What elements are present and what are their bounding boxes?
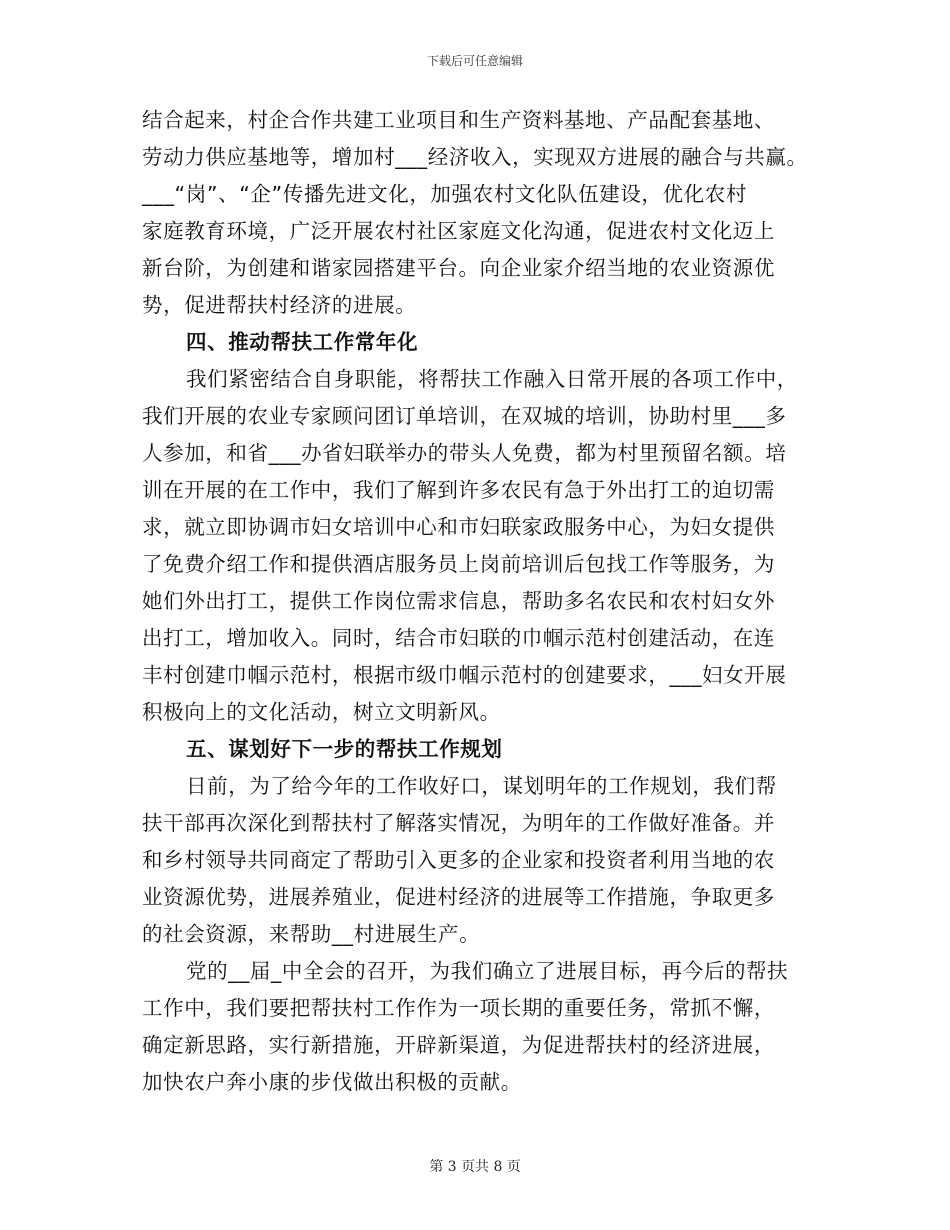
text-line: 势，促进帮扶村经济的进展。: [142, 293, 417, 317]
text-line: 我们紧密结合自身职能，将帮扶工作融入日常开展的各项工作中，: [186, 367, 798, 391]
text-line: 求，就立即协调市妇女培训中心和市妇联家政服务中心，为妇女提供: [142, 515, 775, 539]
text-line: 党的__届_中全会的召开，为我们确立了进展目标，再今后的帮扶: [186, 959, 789, 983]
text-line: 劳动力供应基地等，增加村___经济收入，实现双方进展的融合与共赢。: [142, 145, 808, 169]
text-line: 和乡村领导共同商定了帮助引入更多的企业家和投资者利用当地的农: [142, 848, 775, 872]
text-line: 确定新思路，实行新措施，开辟新渠道，为促进帮扶村的经济进展，: [142, 1033, 775, 1057]
text-line: 训在开展的在工作中，我们了解到许多农民有急于外出打工的迫切需: [142, 478, 775, 502]
text-line: 家庭教育环境，广泛开展农村社区家庭文化沟通，促进农村文化迈上: [142, 219, 775, 243]
text-line: 业资源优势，进展养殖业，促进村经济的进展等工作措施，争取更多: [142, 885, 775, 909]
text-line: 工作中，我们要把帮扶村工作作为一项长期的重要任务，常抓不懈，: [142, 996, 775, 1020]
page-header: 下载后可任意编辑: [426, 54, 523, 68]
text-line: 丰村创建巾帼示范村，根据市级巾帼示范村的创建要求，___妇女开展: [142, 663, 787, 687]
text-line: 了免费介绍工作和提供酒店服务员上岗前培训后包找工作等服务，为: [142, 552, 775, 576]
text-line: 加快农户奔小康的步伐做出积极的贡献。: [142, 1070, 522, 1094]
text-line: 人参加，和省___办省妇联举办的带头人免费，都为村里预留名额。培: [142, 441, 787, 465]
text-line: 我们开展的农业专家顾问团订单培训，在双城的培训，协助村里___多: [142, 404, 787, 428]
text-line: 扶干部再次深化到帮扶村了解落实情况，为明年的工作做好准备。并: [142, 811, 775, 835]
text-line: 她们外出打工，提供工作岗位需求信息，帮助多名农民和农村妇女外: [142, 589, 775, 613]
page-footer: 第 3 页共 8 页: [429, 1159, 521, 1175]
document-body: [142, 102, 810, 1101]
text-line: 的社会资源，来帮助__村进展生产。: [142, 922, 481, 946]
section-heading: 四、推动帮扶工作常年化: [186, 330, 419, 354]
text-line: ___“岗”、“企”传播先进文化，加强农村文化队伍建设，优化农村: [142, 182, 747, 206]
text-line: 日前，为了给今年的工作收好口，谋划明年的工作规划，我们帮: [186, 774, 777, 798]
text-line: 结合起来，村企合作共建工业项目和生产资料基地、产品配套基地、: [142, 108, 775, 132]
text-line: 新台阶，为创建和谐家园搭建平台。向企业家介绍当地的农业资源优: [142, 256, 775, 280]
text-line: 出打工，增加收入。同时，结合市妇联的巾帼示范村创建活动，在连: [142, 626, 775, 650]
section-heading: 五、谋划好下一步的帮扶工作规划: [186, 737, 503, 761]
text-line: 积极向上的文化活动，树立文明新风。: [142, 700, 501, 724]
